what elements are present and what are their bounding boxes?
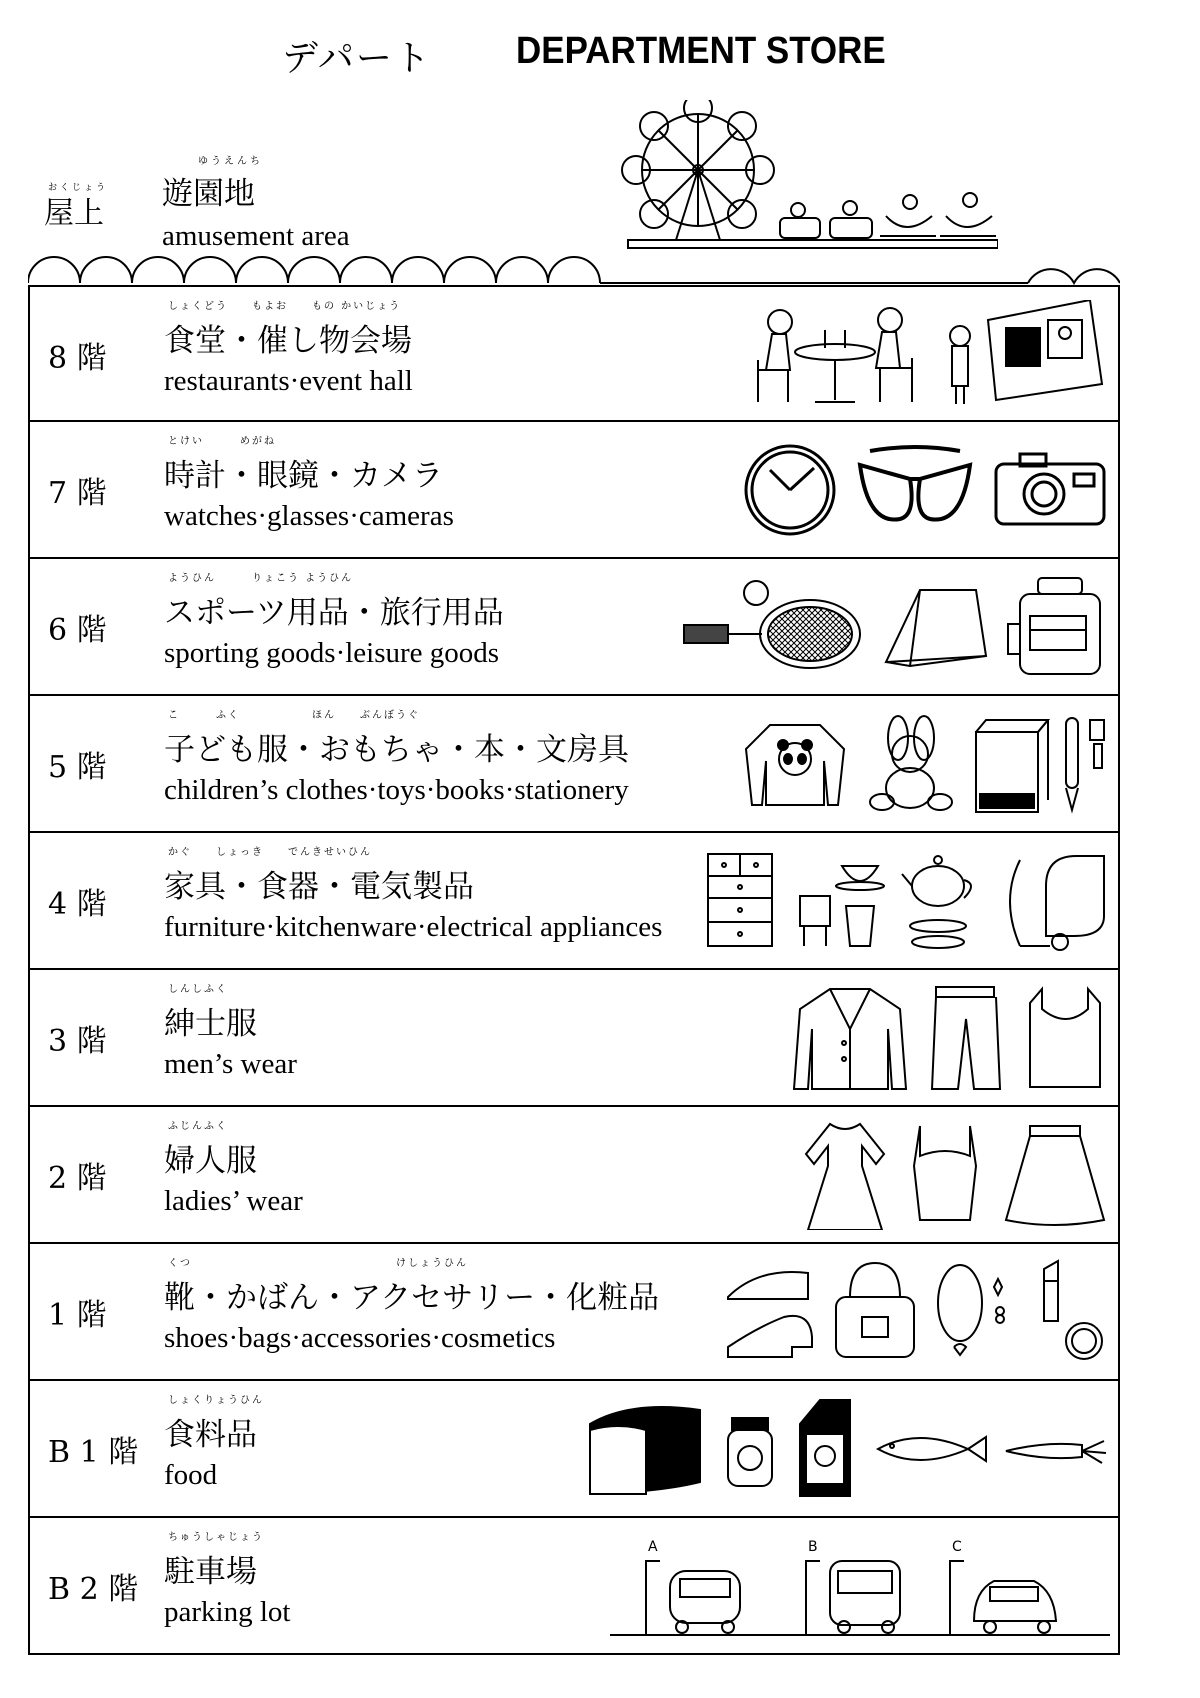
clock-icon <box>740 440 840 540</box>
rooftop-japanese: 遊園地 <box>162 176 255 212</box>
floor-row <box>28 1381 1120 1518</box>
jacket-icon <box>790 983 910 1093</box>
suitcase-icon <box>1000 572 1110 682</box>
floor-ruby: しんしふく <box>168 984 228 995</box>
tent-icon <box>880 582 990 672</box>
milk-carton-icon <box>790 1394 860 1504</box>
floor-english-name: food <box>164 1459 218 1491</box>
rooftop-ruby: ゆうえんち <box>198 156 263 167</box>
floor-japanese-name: 婦人服 <box>164 1143 257 1179</box>
rooftop-label: 屋上 <box>44 196 104 231</box>
floor-illustrations <box>790 978 1110 1098</box>
floor-illustrations <box>720 1252 1110 1372</box>
carrot-icon <box>1000 1429 1110 1469</box>
floor-japanese-name: 食料品 <box>164 1417 257 1453</box>
title-japanese: デパート <box>282 38 432 79</box>
rooftop-scallop-edge <box>28 238 1120 288</box>
teapot-icon <box>900 846 980 956</box>
floor-english-name: parking lot <box>164 1596 291 1628</box>
page-title <box>0 28 1200 78</box>
glasses-icon <box>850 445 980 535</box>
title-english: DEPARTMENT STORE <box>516 30 886 72</box>
svg-text:B: B <box>808 1539 818 1555</box>
floor-ruby: しょくりょうひん <box>168 1395 264 1406</box>
rooftop-section <box>28 128 1120 288</box>
vacuum-cleaner-icon <box>990 846 1110 956</box>
rooftop-english: amusement area <box>162 220 350 252</box>
handbag-icon <box>830 1257 920 1367</box>
floor-number: 5 階 <box>48 750 107 785</box>
floor-number: 1 階 <box>48 1298 107 1333</box>
lipstick-icon <box>1030 1257 1110 1367</box>
floor-ruby: こ ふく ほん ぶんぼうぐ <box>168 710 420 721</box>
floor-japanese-name: 靴・かばん・アクセサリー・化粧品 <box>164 1280 660 1316</box>
floor-ruby: ふじんふく <box>168 1121 228 1132</box>
person-viewing-art-icon <box>940 300 1110 410</box>
necklace-icon <box>930 1257 1020 1367</box>
floor-number: B 2 階 <box>48 1572 139 1607</box>
jar-icon <box>720 1404 780 1494</box>
floor-japanese-name: スポーツ用品・旅行用品 <box>164 595 504 631</box>
floor-illustrations <box>740 704 1110 824</box>
floor-row <box>28 696 1120 833</box>
rooftop-label-ruby: おくじょう <box>48 183 109 193</box>
floor-number: 7 階 <box>48 476 107 511</box>
shoes-icon <box>720 1257 820 1367</box>
pen-icon <box>1060 714 1110 814</box>
floor-ruby: しょくどう もよお もの かいじょう <box>168 301 402 312</box>
panda-sweater-icon <box>740 719 850 809</box>
trousers-icon <box>920 983 1010 1093</box>
floor-row <box>28 833 1120 970</box>
floor-english-name: ladies’ wear <box>164 1185 303 1217</box>
floor-illustrations <box>800 1115 1110 1235</box>
floor-japanese-name: 時計・眼鏡・カメラ <box>164 458 443 494</box>
floor-illustrations <box>610 1526 1110 1646</box>
bread-icon <box>580 1394 710 1504</box>
parked-car-icon <box>610 1531 1110 1641</box>
floor-ruby: ちゅうしゃじょう <box>168 1532 264 1543</box>
floor-row <box>28 1244 1120 1381</box>
floor-illustrations <box>580 1389 1110 1509</box>
floor-ruby: とけい めがね <box>168 436 276 447</box>
stuffed-rabbit-icon <box>860 714 960 814</box>
floor-number: 4 階 <box>48 887 107 922</box>
floor-number: 2 階 <box>48 1161 107 1196</box>
floor-number: 8 階 <box>48 341 107 376</box>
floor-english-name: shoes·bags·accessories·cosmetics <box>164 1322 556 1354</box>
floor-illustrations <box>680 567 1110 687</box>
teacup-icon <box>790 846 890 956</box>
floor-japanese-name: 子ども服・おもちゃ・本・文房具 <box>164 732 629 768</box>
floor-ruby: くつ けしょうひん <box>168 1258 468 1269</box>
floor-row <box>28 422 1120 559</box>
diners-at-table-icon <box>740 300 930 410</box>
floor-ruby: かぐ しょっき でんきせいひん <box>168 847 372 858</box>
floor-illustrations <box>740 430 1110 550</box>
dresser-icon <box>700 846 780 956</box>
floor-row <box>28 285 1120 422</box>
floor-directory <box>28 285 1120 1655</box>
svg-text:C: C <box>952 1539 962 1555</box>
floor-number: 3 階 <box>48 1024 107 1059</box>
floor-japanese-name: 食堂・催し物会場 <box>164 323 412 359</box>
floor-illustrations <box>740 295 1110 415</box>
floor-japanese-name: 駐車場 <box>164 1554 257 1590</box>
floor-ruby: ようひん りょこう ようひん <box>168 573 354 584</box>
floor-english-name: sporting goods·leisure goods <box>164 637 500 669</box>
ferris-wheel-icon <box>598 100 998 260</box>
floor-english-name: men’s wear <box>164 1048 297 1080</box>
svg-text:A: A <box>648 1539 658 1555</box>
floor-row <box>28 970 1120 1107</box>
fish-icon <box>870 1424 990 1474</box>
floor-illustrations <box>700 841 1110 961</box>
floor-number: B 1 階 <box>48 1435 139 1470</box>
floor-japanese-name: 紳士服 <box>164 1006 257 1042</box>
floor-row <box>28 1518 1120 1655</box>
books-icon <box>970 714 1050 814</box>
skirt-icon <box>1000 1120 1110 1230</box>
floor-number: 6 階 <box>48 613 107 648</box>
floor-english-name: children’s clothes·toys·books·stationery <box>164 774 629 806</box>
camera-icon <box>990 450 1110 530</box>
floor-row <box>28 1107 1120 1244</box>
tennis-racket-icon <box>680 577 870 677</box>
floor-row <box>28 559 1120 696</box>
undershirt-icon <box>1020 983 1110 1093</box>
camisole-icon <box>900 1120 990 1230</box>
dress-icon <box>800 1120 890 1230</box>
floor-english-name: furniture·kitchenware·electrical appliances <box>164 911 663 943</box>
floor-japanese-name: 家具・食器・電気製品 <box>164 869 474 905</box>
floor-english-name: restaurants·event hall <box>164 365 413 397</box>
floor-english-name: watches·glasses·cameras <box>164 500 454 532</box>
